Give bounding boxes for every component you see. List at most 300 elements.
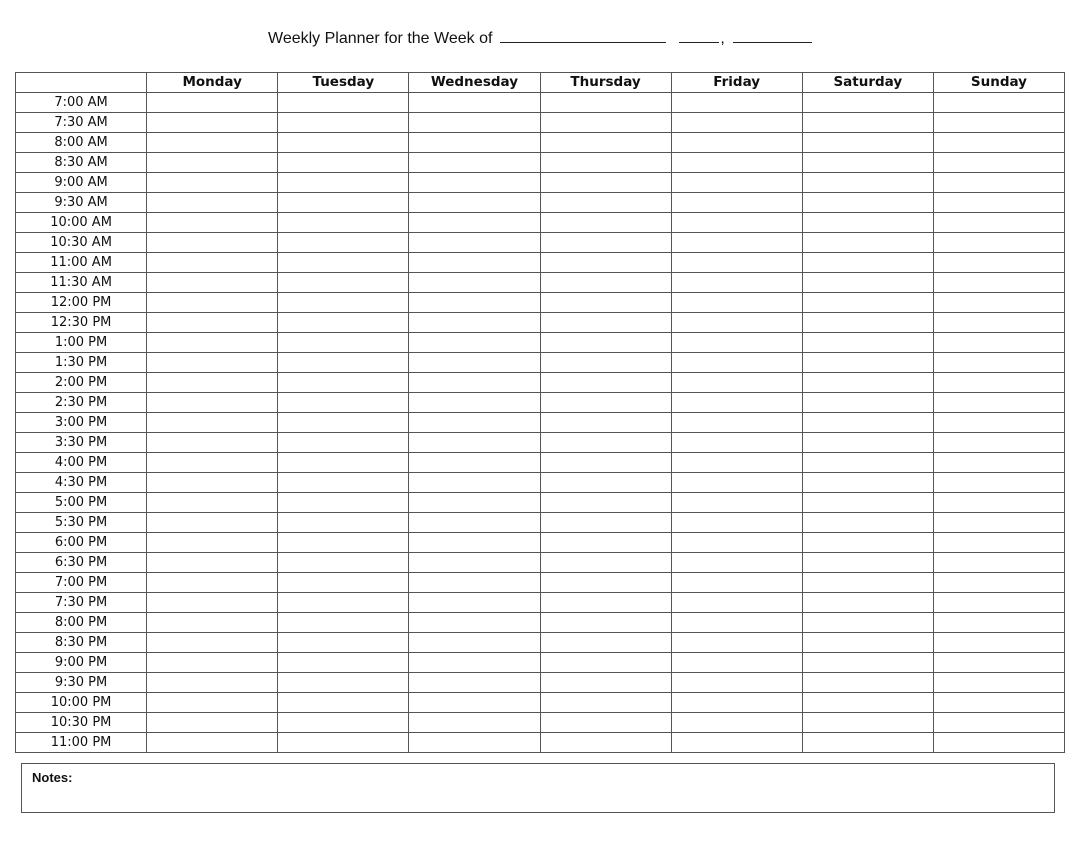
schedule-cell-friday[interactable] (671, 113, 802, 133)
schedule-cell-tuesday[interactable] (278, 373, 409, 393)
schedule-cell-monday[interactable] (147, 613, 278, 633)
schedule-cell-monday[interactable] (147, 193, 278, 213)
schedule-cell-friday[interactable] (671, 553, 802, 573)
schedule-cell-sunday[interactable] (933, 393, 1064, 413)
schedule-cell-thursday[interactable] (540, 413, 671, 433)
schedule-cell-wednesday[interactable] (409, 613, 540, 633)
schedule-cell-friday[interactable] (671, 633, 802, 653)
schedule-cell-saturday[interactable] (802, 593, 933, 613)
schedule-cell-tuesday[interactable] (278, 693, 409, 713)
time-slot-row (16, 433, 1065, 453)
schedule-cell-monday[interactable] (147, 593, 278, 613)
schedule-cell-thursday[interactable] (540, 513, 671, 533)
time-label: 10:30 AM (16, 233, 147, 253)
schedule-cell-thursday[interactable] (540, 493, 671, 513)
schedule-cell-friday[interactable] (671, 733, 802, 753)
schedule-cell-wednesday[interactable] (409, 193, 540, 213)
date-comma: , (720, 30, 725, 47)
schedule-cell-thursday[interactable] (540, 573, 671, 593)
schedule-cell-wednesday[interactable] (409, 153, 540, 173)
notes-label: Notes: (32, 770, 73, 785)
schedule-cell-wednesday[interactable] (409, 673, 540, 693)
weekly-schedule-table (15, 72, 1065, 753)
year-blank-line[interactable] (733, 28, 812, 43)
schedule-cell-monday[interactable] (147, 133, 278, 153)
day-header-tuesday: Tuesday (278, 73, 409, 93)
schedule-cell-thursday[interactable] (540, 533, 671, 553)
schedule-cell-tuesday[interactable] (278, 473, 409, 493)
schedule-cell-tuesday[interactable] (278, 313, 409, 333)
schedule-cell-wednesday[interactable] (409, 313, 540, 333)
schedule-cell-wednesday[interactable] (409, 353, 540, 373)
schedule-cell-monday[interactable] (147, 453, 278, 473)
schedule-cell-friday[interactable] (671, 493, 802, 513)
schedule-cell-wednesday[interactable] (409, 393, 540, 413)
schedule-cell-saturday[interactable] (802, 553, 933, 573)
schedule-cell-sunday[interactable] (933, 313, 1064, 333)
schedule-cell-thursday[interactable] (540, 713, 671, 733)
schedule-cell-wednesday[interactable] (409, 133, 540, 153)
schedule-cell-saturday[interactable] (802, 373, 933, 393)
schedule-cell-sunday[interactable] (933, 693, 1064, 713)
schedule-cell-friday[interactable] (671, 713, 802, 733)
time-slot-row (16, 713, 1065, 733)
schedule-cell-sunday[interactable] (933, 553, 1064, 573)
schedule-cell-wednesday[interactable] (409, 373, 540, 393)
schedule-cell-thursday[interactable] (540, 553, 671, 573)
time-label: 3:30 PM (16, 433, 147, 453)
schedule-cell-friday[interactable] (671, 93, 802, 113)
schedule-cell-tuesday[interactable] (278, 333, 409, 353)
schedule-cell-sunday[interactable] (933, 353, 1064, 373)
time-slot-row (16, 293, 1065, 313)
schedule-cell-monday[interactable] (147, 713, 278, 733)
schedule-cell-friday[interactable] (671, 573, 802, 593)
schedule-cell-monday[interactable] (147, 253, 278, 273)
time-slot-row (16, 453, 1065, 473)
schedule-cell-thursday[interactable] (540, 253, 671, 273)
schedule-cell-sunday[interactable] (933, 253, 1064, 273)
schedule-cell-saturday[interactable] (802, 293, 933, 313)
schedule-cell-friday[interactable] (671, 193, 802, 213)
schedule-cell-friday[interactable] (671, 213, 802, 233)
schedule-cell-tuesday[interactable] (278, 193, 409, 213)
schedule-cell-thursday[interactable] (540, 133, 671, 153)
schedule-cell-thursday[interactable] (540, 693, 671, 713)
schedule-cell-monday[interactable] (147, 553, 278, 573)
schedule-cell-saturday[interactable] (802, 253, 933, 273)
schedule-cell-sunday[interactable] (933, 93, 1064, 113)
schedule-cell-monday[interactable] (147, 673, 278, 693)
schedule-cell-thursday[interactable] (540, 313, 671, 333)
schedule-cell-sunday[interactable] (933, 153, 1064, 173)
schedule-cell-sunday[interactable] (933, 713, 1064, 733)
schedule-cell-saturday[interactable] (802, 673, 933, 693)
time-label: 11:30 AM (16, 273, 147, 293)
schedule-cell-thursday[interactable] (540, 173, 671, 193)
schedule-cell-sunday[interactable] (933, 513, 1064, 533)
planner-title-text: Weekly Planner for the Week of (268, 30, 493, 47)
schedule-cell-sunday[interactable] (933, 613, 1064, 633)
schedule-cell-monday[interactable] (147, 393, 278, 413)
schedule-cell-thursday[interactable] (540, 113, 671, 133)
schedule-cell-sunday[interactable] (933, 173, 1064, 193)
schedule-cell-saturday[interactable] (802, 473, 933, 493)
schedule-cell-saturday[interactable] (802, 213, 933, 233)
time-slot-row (16, 573, 1065, 593)
time-label: 6:30 PM (16, 553, 147, 573)
schedule-cell-friday[interactable] (671, 693, 802, 713)
time-label: 7:00 PM (16, 573, 147, 593)
schedule-cell-wednesday[interactable] (409, 113, 540, 133)
schedule-cell-saturday[interactable] (802, 93, 933, 113)
schedule-cell-sunday[interactable] (933, 653, 1064, 673)
time-label: 11:00 PM (16, 733, 147, 753)
schedule-cell-wednesday[interactable] (409, 593, 540, 613)
schedule-cell-monday[interactable] (147, 573, 278, 593)
schedule-cell-friday[interactable] (671, 273, 802, 293)
time-slot-row (16, 553, 1065, 573)
time-label: 6:00 PM (16, 533, 147, 553)
month-blank-line[interactable] (500, 28, 666, 43)
schedule-cell-tuesday[interactable] (278, 673, 409, 693)
day-blank-line[interactable] (679, 28, 719, 43)
schedule-cell-tuesday[interactable] (278, 93, 409, 113)
schedule-cell-thursday[interactable] (540, 233, 671, 253)
schedule-cell-saturday[interactable] (802, 713, 933, 733)
schedule-cell-tuesday[interactable] (278, 493, 409, 513)
schedule-cell-thursday[interactable] (540, 333, 671, 353)
schedule-cell-friday[interactable] (671, 373, 802, 393)
time-slot-row (16, 413, 1065, 433)
schedule-cell-wednesday[interactable] (409, 473, 540, 493)
schedule-cell-monday[interactable] (147, 213, 278, 233)
schedule-cell-wednesday[interactable] (409, 493, 540, 513)
schedule-cell-friday[interactable] (671, 353, 802, 373)
schedule-cell-saturday[interactable] (802, 413, 933, 433)
schedule-cell-tuesday[interactable] (278, 733, 409, 753)
schedule-cell-tuesday[interactable] (278, 293, 409, 313)
schedule-cell-thursday[interactable] (540, 593, 671, 613)
time-label: 5:30 PM (16, 513, 147, 533)
schedule-cell-monday[interactable] (147, 353, 278, 373)
schedule-cell-monday[interactable] (147, 473, 278, 493)
schedule-cell-tuesday[interactable] (278, 253, 409, 273)
schedule-cell-friday[interactable] (671, 593, 802, 613)
schedule-cell-monday[interactable] (147, 373, 278, 393)
time-label: 2:00 PM (16, 373, 147, 393)
schedule-cell-monday[interactable] (147, 233, 278, 253)
schedule-cell-sunday[interactable] (933, 673, 1064, 693)
schedule-cell-saturday[interactable] (802, 193, 933, 213)
schedule-cell-wednesday[interactable] (409, 213, 540, 233)
schedule-cell-monday[interactable] (147, 293, 278, 313)
time-label: 7:00 AM (16, 93, 147, 113)
schedule-cell-tuesday[interactable] (278, 653, 409, 673)
schedule-cell-thursday[interactable] (540, 373, 671, 393)
schedule-cell-thursday[interactable] (540, 153, 671, 173)
schedule-cell-saturday[interactable] (802, 533, 933, 553)
schedule-cell-wednesday[interactable] (409, 533, 540, 553)
header-row (16, 73, 1065, 93)
schedule-cell-friday[interactable] (671, 533, 802, 553)
time-label: 10:00 PM (16, 693, 147, 713)
schedule-cell-saturday[interactable] (802, 493, 933, 513)
schedule-cell-sunday[interactable] (933, 633, 1064, 653)
time-label: 2:30 PM (16, 393, 147, 413)
time-slot-row (16, 93, 1065, 113)
schedule-cell-thursday[interactable] (540, 673, 671, 693)
schedule-cell-thursday[interactable] (540, 293, 671, 313)
schedule-cell-saturday[interactable] (802, 393, 933, 413)
schedule-cell-saturday[interactable] (802, 433, 933, 453)
schedule-cell-thursday[interactable] (540, 273, 671, 293)
schedule-cell-monday[interactable] (147, 693, 278, 713)
schedule-cell-tuesday[interactable] (278, 573, 409, 593)
schedule-cell-thursday[interactable] (540, 353, 671, 373)
schedule-cell-thursday[interactable] (540, 453, 671, 473)
time-label: 7:30 AM (16, 113, 147, 133)
schedule-cell-tuesday[interactable] (278, 433, 409, 453)
schedule-cell-sunday[interactable] (933, 433, 1064, 453)
schedule-cell-saturday[interactable] (802, 113, 933, 133)
schedule-cell-thursday[interactable] (540, 213, 671, 233)
time-slot-row (16, 113, 1065, 133)
schedule-cell-saturday[interactable] (802, 333, 933, 353)
schedule-cell-monday[interactable] (147, 433, 278, 453)
schedule-cell-saturday[interactable] (802, 233, 933, 253)
schedule-cell-sunday[interactable] (933, 453, 1064, 473)
schedule-cell-saturday[interactable] (802, 513, 933, 533)
schedule-cell-tuesday[interactable] (278, 413, 409, 433)
schedule-cell-tuesday[interactable] (278, 593, 409, 613)
schedule-cell-saturday[interactable] (802, 313, 933, 333)
schedule-cell-thursday[interactable] (540, 433, 671, 453)
schedule-cell-sunday[interactable] (933, 733, 1064, 753)
schedule-cell-thursday[interactable] (540, 633, 671, 653)
schedule-cell-friday[interactable] (671, 153, 802, 173)
time-slot-row (16, 173, 1065, 193)
schedule-cell-sunday[interactable] (933, 593, 1064, 613)
day-header-monday: Monday (147, 73, 278, 93)
schedule-cell-wednesday[interactable] (409, 413, 540, 433)
schedule-cell-sunday[interactable] (933, 113, 1064, 133)
schedule-cell-friday[interactable] (671, 293, 802, 313)
schedule-cell-wednesday[interactable] (409, 93, 540, 113)
schedule-cell-monday[interactable] (147, 93, 278, 113)
schedule-cell-wednesday[interactable] (409, 333, 540, 353)
schedule-cell-wednesday[interactable] (409, 573, 540, 593)
time-slot-row (16, 473, 1065, 493)
schedule-cell-tuesday[interactable] (278, 233, 409, 253)
time-slot-row (16, 273, 1065, 293)
schedule-cell-saturday[interactable] (802, 153, 933, 173)
schedule-cell-saturday[interactable] (802, 273, 933, 293)
schedule-cell-monday[interactable] (147, 633, 278, 653)
schedule-cell-tuesday[interactable] (278, 393, 409, 413)
schedule-cell-wednesday[interactable] (409, 513, 540, 533)
schedule-cell-wednesday[interactable] (409, 293, 540, 313)
schedule-cell-wednesday[interactable] (409, 273, 540, 293)
schedule-cell-tuesday[interactable] (278, 533, 409, 553)
time-slot-row (16, 673, 1065, 693)
schedule-cell-saturday[interactable] (802, 653, 933, 673)
schedule-cell-saturday[interactable] (802, 633, 933, 653)
schedule-cell-tuesday[interactable] (278, 153, 409, 173)
time-slot-row (16, 193, 1065, 213)
schedule-cell-sunday[interactable] (933, 193, 1064, 213)
schedule-cell-tuesday[interactable] (278, 633, 409, 653)
schedule-cell-wednesday[interactable] (409, 553, 540, 573)
time-slot-row (16, 513, 1065, 533)
schedule-cell-friday[interactable] (671, 133, 802, 153)
schedule-cell-sunday[interactable] (933, 413, 1064, 433)
schedule-cell-thursday[interactable] (540, 733, 671, 753)
schedule-cell-friday[interactable] (671, 253, 802, 273)
schedule-cell-tuesday[interactable] (278, 273, 409, 293)
schedule-cell-friday[interactable] (671, 173, 802, 193)
schedule-cell-sunday[interactable] (933, 533, 1064, 553)
schedule-cell-friday[interactable] (671, 433, 802, 453)
schedule-cell-monday[interactable] (147, 653, 278, 673)
schedule-cell-thursday[interactable] (540, 193, 671, 213)
time-label: 8:30 AM (16, 153, 147, 173)
schedule-cell-wednesday[interactable] (409, 733, 540, 753)
schedule-cell-tuesday[interactable] (278, 353, 409, 373)
schedule-cell-saturday[interactable] (802, 353, 933, 373)
schedule-cell-wednesday[interactable] (409, 453, 540, 473)
time-label: 9:00 AM (16, 173, 147, 193)
schedule-cell-tuesday[interactable] (278, 513, 409, 533)
schedule-cell-friday[interactable] (671, 513, 802, 533)
schedule-cell-monday[interactable] (147, 113, 278, 133)
schedule-cell-thursday[interactable] (540, 653, 671, 673)
schedule-cell-monday[interactable] (147, 733, 278, 753)
schedule-cell-tuesday[interactable] (278, 133, 409, 153)
time-label: 12:30 PM (16, 313, 147, 333)
time-slot-row (16, 333, 1065, 353)
time-slot-row (16, 153, 1065, 173)
schedule-cell-friday[interactable] (671, 413, 802, 433)
schedule-cell-monday[interactable] (147, 533, 278, 553)
schedule-cell-thursday[interactable] (540, 473, 671, 493)
schedule-cell-saturday[interactable] (802, 733, 933, 753)
schedule-cell-monday[interactable] (147, 413, 278, 433)
time-slot-row (16, 533, 1065, 553)
schedule-cell-sunday[interactable] (933, 373, 1064, 393)
day-header-friday: Friday (671, 73, 802, 93)
schedule-cell-wednesday[interactable] (409, 633, 540, 653)
schedule-cell-friday[interactable] (671, 613, 802, 633)
schedule-cell-friday[interactable] (671, 673, 802, 693)
schedule-cell-friday[interactable] (671, 233, 802, 253)
schedule-cell-friday[interactable] (671, 393, 802, 413)
schedule-cell-sunday[interactable] (933, 273, 1064, 293)
planner-title (268, 28, 812, 50)
time-slot-row (16, 653, 1065, 673)
time-label: 8:00 AM (16, 133, 147, 153)
schedule-cell-monday[interactable] (147, 513, 278, 533)
schedule-cell-thursday[interactable] (540, 393, 671, 413)
schedule-cell-sunday[interactable] (933, 133, 1064, 153)
schedule-cell-saturday[interactable] (802, 173, 933, 193)
schedule-cell-friday[interactable] (671, 653, 802, 673)
schedule-cell-tuesday[interactable] (278, 553, 409, 573)
corner-cell (16, 73, 147, 93)
schedule-cell-sunday[interactable] (933, 493, 1064, 513)
time-label: 4:30 PM (16, 473, 147, 493)
time-slot-row (16, 593, 1065, 613)
day-header-saturday: Saturday (802, 73, 933, 93)
time-label: 3:00 PM (16, 413, 147, 433)
schedule-cell-sunday[interactable] (933, 293, 1064, 313)
schedule-body (16, 93, 1065, 753)
schedule-cell-tuesday[interactable] (278, 713, 409, 733)
schedule-cell-tuesday[interactable] (278, 173, 409, 193)
time-label: 1:30 PM (16, 353, 147, 373)
schedule-cell-friday[interactable] (671, 333, 802, 353)
schedule-cell-thursday[interactable] (540, 613, 671, 633)
time-slot-row (16, 633, 1065, 653)
time-label: 10:30 PM (16, 713, 147, 733)
schedule-cell-sunday[interactable] (933, 473, 1064, 493)
schedule-cell-sunday[interactable] (933, 333, 1064, 353)
day-header-thursday: Thursday (540, 73, 671, 93)
schedule-cell-friday[interactable] (671, 453, 802, 473)
schedule-cell-tuesday[interactable] (278, 453, 409, 473)
schedule-cell-monday[interactable] (147, 153, 278, 173)
time-label: 9:30 AM (16, 193, 147, 213)
time-slot-row (16, 393, 1065, 413)
schedule-cell-tuesday[interactable] (278, 213, 409, 233)
schedule-cell-monday[interactable] (147, 333, 278, 353)
time-label: 7:30 PM (16, 593, 147, 613)
schedule-cell-tuesday[interactable] (278, 613, 409, 633)
time-slot-row (16, 373, 1065, 393)
schedule-cell-monday[interactable] (147, 493, 278, 513)
schedule-cell-friday[interactable] (671, 473, 802, 493)
schedule-cell-sunday[interactable] (933, 233, 1064, 253)
schedule-cell-monday[interactable] (147, 273, 278, 293)
schedule-cell-thursday[interactable] (540, 93, 671, 113)
schedule-cell-wednesday[interactable] (409, 433, 540, 453)
schedule-cell-sunday[interactable] (933, 213, 1064, 233)
time-slot-row (16, 213, 1065, 233)
time-label: 12:00 PM (16, 293, 147, 313)
schedule-cell-friday[interactable] (671, 313, 802, 333)
schedule-cell-saturday[interactable] (802, 133, 933, 153)
schedule-cell-sunday[interactable] (933, 573, 1064, 593)
schedule-cell-tuesday[interactable] (278, 113, 409, 133)
schedule-cell-saturday[interactable] (802, 613, 933, 633)
notes-box[interactable] (21, 763, 1055, 813)
schedule-cell-saturday[interactable] (802, 453, 933, 473)
schedule-cell-saturday[interactable] (802, 573, 933, 593)
time-slot-row (16, 693, 1065, 713)
schedule-cell-wednesday[interactable] (409, 233, 540, 253)
schedule-cell-wednesday[interactable] (409, 653, 540, 673)
time-slot-row (16, 733, 1065, 753)
schedule-cell-wednesday[interactable] (409, 693, 540, 713)
schedule-cell-monday[interactable] (147, 173, 278, 193)
schedule-cell-saturday[interactable] (802, 693, 933, 713)
time-label: 8:30 PM (16, 633, 147, 653)
time-label: 4:00 PM (16, 453, 147, 473)
schedule-cell-wednesday[interactable] (409, 713, 540, 733)
schedule-cell-monday[interactable] (147, 313, 278, 333)
schedule-cell-wednesday[interactable] (409, 173, 540, 193)
schedule-cell-wednesday[interactable] (409, 253, 540, 273)
